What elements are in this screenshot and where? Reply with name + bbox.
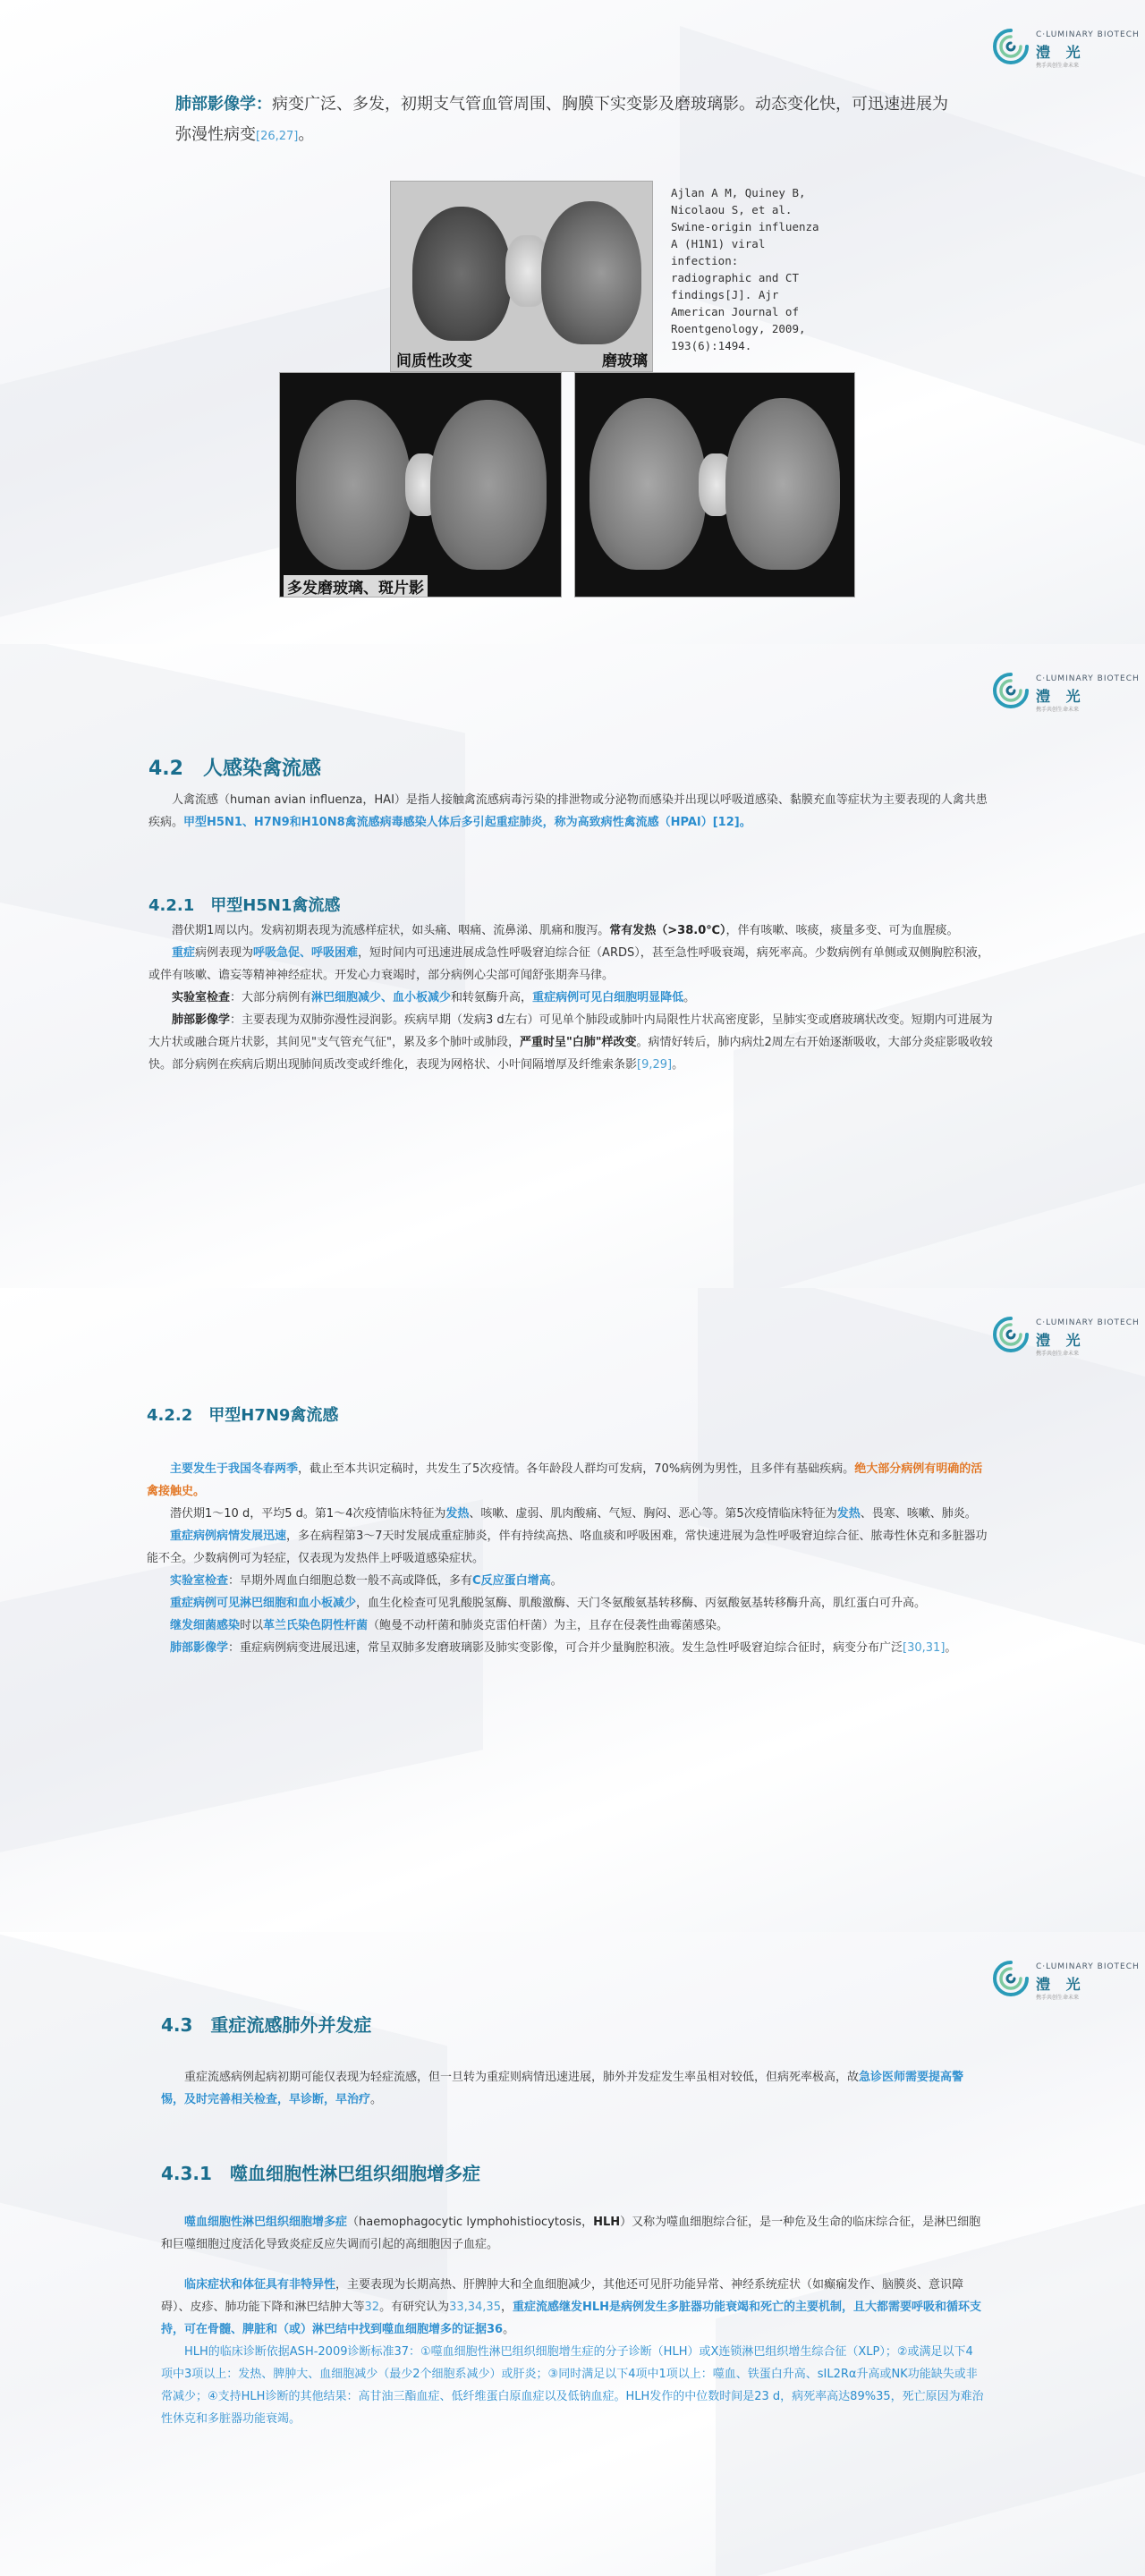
intro-text: 人禽流感（human avian influenza，HAI）是指人接触禽流感病毒污染的排泄物或分泌物而感染并出现以呼吸道感染、黏膜充血等症状为主要表现的人禽共患疾病。 bbox=[148, 793, 988, 829]
slide-avian-influenza bbox=[0, 644, 1145, 1288]
citation-line: Swine-origin influenza bbox=[671, 220, 819, 233]
section-heading-4-2: 4.2 人感染禽流感 bbox=[148, 758, 321, 780]
citation-line: A (H1N1) viral bbox=[671, 237, 766, 250]
logo-english-text: C·LUMINARY BIOTECH bbox=[1036, 1962, 1140, 1971]
citation-line: American Journal of bbox=[671, 305, 799, 318]
section-intro bbox=[161, 2066, 984, 2111]
lung-imaging-heading: 肺部影像学： bbox=[175, 95, 272, 114]
intro-highlight: 急诊医师需要提高警惕，及时完善相关检查，早诊断，早治疗 bbox=[161, 2071, 964, 2106]
para-text: ，血生化检查可见乳酸脱氢酶、肌酸激酶、天门冬氨酸氨基转移酶、丙氨酸氨基转移酶升高，肌红蛋白可升高。 bbox=[356, 1597, 927, 1610]
para-emphasis: 重症 bbox=[172, 946, 196, 960]
para-text: ：大部分病例有 bbox=[230, 991, 312, 1004]
company-logo bbox=[991, 1313, 1140, 1360]
figure-citation bbox=[671, 184, 850, 354]
para-text: （haemophagocytic lymphohistiocytosis， bbox=[347, 2216, 594, 2229]
subsection-heading-4-2-2: 4.2.2 甲型H7N9禽流感 bbox=[147, 1406, 339, 1425]
para-emphasis: 常有发热（>38.0℃） bbox=[609, 924, 726, 937]
para-text: 。 bbox=[503, 2323, 515, 2336]
para-text: ， bbox=[500, 2301, 513, 2314]
ct-scan-top bbox=[390, 181, 653, 372]
slide-h7n9 bbox=[0, 1288, 1145, 1932]
para-text: ：主要表现为双肺弥漫性浸润影。疾病早期（发病3 d左右）可见单个肺段或肺叶内局限性片状高密度影，呈肺实变或磨玻璃状改变。短期内可进展为大片状或融合斑片状影，其间见"支气管充气征"，累及多个肺叶或肺段， bbox=[148, 1013, 993, 1049]
intro-text: 。 bbox=[370, 2093, 383, 2106]
logo-tagline: 携手共创生命未来 bbox=[1036, 1995, 1080, 2001]
logo-tagline: 携手共创生命未来 bbox=[1036, 63, 1080, 69]
para-text: ，短时间内可迅速进展成急性呼吸窘迫综合征（ARDS），甚至急性呼吸衰竭，病死率高。少数病例有单侧或双侧胸腔积液，或伴有咳嗽、谵妄等精神神经症状。开发心力衰竭时，部分病例心尖部可闻舒张期奔马律。 bbox=[148, 946, 989, 982]
logo-chinese-text: 澧 光 bbox=[1036, 1976, 1086, 1993]
logo-swirl-icon bbox=[991, 1959, 1030, 1998]
h7n9-body bbox=[147, 1458, 988, 1659]
para-emphasis: 肺部影像学 bbox=[170, 1641, 229, 1655]
para-text: ：早期外周血白细胞总数一般不高或降低，多有 bbox=[228, 1574, 473, 1588]
para-emphasis: 严重时呈"白肺"样改变 bbox=[519, 1036, 637, 1049]
para-text: 。 bbox=[945, 1641, 957, 1655]
section-intro bbox=[148, 789, 993, 834]
hlh-diagnosis-criteria: HLH的临床诊断依据ASH-2009诊断标准37：①噬血细胞性淋巴组织细胞增生症的分子诊断（HLH）或X连锁淋巴组织增生综合征（XLP）；②或满足以下4项中3项以上：发热、脾肿大、血细胞减少（最少2个细胞系减少）或肝炎；③同时满足以下4项中1项以上：噬血、铁蛋白升高、sIL2Rα升高或NK功能缺失或非常减少；④支持HLH诊断的其他结果：高甘油三酯血症、低纤维蛋白原血症以及低钠血症。HLH发作的中位数时间是23 d，病死率高达89%35，死亡原因为难治性休克和多脏器功能衰竭。 bbox=[161, 2345, 984, 2426]
para-text: ，截止至本共识定稿时，共发生了5次疫情。各年龄段人群均可发病，70%病例为男性，且多伴有基础疾病。 bbox=[298, 1462, 855, 1476]
para-text: ，多在病程第3～7天时发展成重症肺炎，伴有持续高热、咯血痰和呼吸困难，常快速进展为急性呼吸窘迫综合征、脓毒性休克和多脏器功能不全。少数病例可为轻症，仅表现为发热伴上呼吸道感染症状。 bbox=[147, 1530, 988, 1565]
para-text: 时以 bbox=[240, 1619, 264, 1632]
slide-lung-imaging bbox=[0, 0, 1145, 644]
subsection-heading-4-2-1: 4.2.1 甲型H5N1禽流感 bbox=[148, 896, 341, 915]
citation-line: Nicolaou S, et al. bbox=[671, 203, 793, 216]
para-emphasis: 临床症状和体征具有非特异性 bbox=[184, 2278, 336, 2292]
para-emphasis: 重症病例病情发展迅速 bbox=[170, 1530, 287, 1543]
logo-chinese-text: 澧 光 bbox=[1036, 1332, 1086, 1349]
ct-label-multifocal: 多发磨玻璃、斑片影 bbox=[284, 575, 428, 597]
para-text: （鲍曼不动杆菌和肺炎克雷伯杆菌）为主，且存在侵袭性曲霉菌感染。 bbox=[368, 1619, 729, 1632]
citation-ref: [26,27] bbox=[256, 130, 299, 143]
citation-ref: 32 bbox=[364, 2301, 380, 2314]
logo-english-text: C·LUMINARY BIOTECH bbox=[1036, 1318, 1140, 1327]
section-heading-4-3: 4.3 重症流感肺外并发症 bbox=[161, 2014, 372, 2036]
company-logo bbox=[991, 1957, 1140, 2004]
logo-swirl-icon bbox=[991, 671, 1030, 710]
para-emphasis: 发热 bbox=[836, 1507, 861, 1521]
h5n1-body bbox=[148, 919, 993, 1076]
text-tail: 。 bbox=[298, 125, 315, 144]
para-text: 。有研究认为 bbox=[379, 2301, 450, 2314]
logo-swirl-icon bbox=[991, 27, 1030, 66]
para-text: 。 bbox=[683, 991, 696, 1004]
para-emphasis: 发热 bbox=[445, 1507, 470, 1521]
para-text: 和转氨酶升高， bbox=[451, 991, 533, 1004]
para-emphasis: 噬血细胞性淋巴组织细胞增多症 bbox=[184, 2216, 348, 2229]
para-emphasis: HLH bbox=[593, 2216, 621, 2229]
para-emphasis: 革兰氏染色阴性杆菌 bbox=[263, 1619, 369, 1632]
para-text: ，主要表现为长期高热、肝脾肿大和全血细胞减少，其他还可见肝功能异常、神经系统症状（如癫痫发作、脑膜炎、意识障碍）、皮疹、肺功能下降和淋巴结肿大等 bbox=[161, 2278, 964, 2314]
slide-extrapulmonary bbox=[0, 1932, 1145, 2576]
logo-english-text: C·LUMINARY BIOTECH bbox=[1036, 30, 1140, 39]
para-emphasis: 重症病例可见白细胞明显降低 bbox=[532, 991, 684, 1004]
ct-label-ground-glass: 磨玻璃 bbox=[602, 352, 648, 370]
para-text: 。 bbox=[550, 1574, 563, 1588]
lung-imaging-text: 病变广泛、多发，初期支气管血管周围、胸膜下实变影及磨玻璃影。动态变化快，可迅速进展为弥漫性病变 bbox=[175, 95, 948, 144]
para-text: ，伴有咳嗽、咳痰，痰量多变、可为血腥痰。 bbox=[725, 924, 959, 937]
subsection-heading-4-3-1: 4.3.1 噬血细胞性淋巴组织细胞增多症 bbox=[161, 2163, 480, 2184]
spacer bbox=[161, 2256, 984, 2274]
intro-text: 重症流感病例起病初期可能仅表现为轻症流感，但一旦转为重症则病情迅速进展，肺外并发症发生率虽相对较低，但病死率极高，故 bbox=[184, 2071, 860, 2084]
para-text: 。 bbox=[672, 1058, 684, 1072]
para-text: 。病情好转后，肺内病灶2周左右开始逐渐吸收，大部分炎症影吸收较快。部分病例在疾病后期出现肺间质改变或纤维化，表现为网格状、小叶间隔增厚及纤维索条影 bbox=[148, 1036, 993, 1072]
ct-label-interstitial: 间质性改变 bbox=[396, 352, 472, 370]
para-emphasis: 主要发生于我国冬春两季 bbox=[170, 1462, 299, 1476]
para-emphasis: C反应蛋白增高 bbox=[472, 1574, 551, 1588]
company-logo bbox=[991, 25, 1140, 72]
para-text: 潜伏期1周以内。发病初期表现为流感样症状，如头痛、咽痛、流鼻涕、肌痛和腹泻。 bbox=[172, 924, 610, 937]
para-text: 、咳嗽、虚弱、肌肉酸痛、气短、胸闷、恶心等。第5次疫情临床特征为 bbox=[469, 1507, 837, 1521]
ct-scan-bottom-left bbox=[279, 372, 562, 597]
logo-english-text: C·LUMINARY BIOTECH bbox=[1036, 674, 1140, 683]
citation-line: findings[J]. Ajr bbox=[671, 288, 779, 301]
logo-chinese-text: 澧 光 bbox=[1036, 688, 1086, 705]
para-emphasis: 肺部影像学 bbox=[172, 1013, 231, 1027]
citation-line: Ajlan A M, Quiney B, bbox=[671, 186, 806, 199]
ct-scan-bottom-right bbox=[574, 372, 855, 597]
logo-tagline: 携手共创生命未来 bbox=[1036, 707, 1080, 713]
logo-tagline: 携手共创生命未来 bbox=[1036, 1351, 1080, 1357]
para-text: ）又称为噬血细胞综合征，是一种危及生命的临床综合征，是淋巴细胞和巨噬细胞过度活化导致炎症反应失调而引起的高细胞因子血症。 bbox=[161, 2216, 981, 2251]
para-emphasis: 呼吸急促、呼吸困难 bbox=[253, 946, 359, 960]
intro-highlight: 甲型H5N1、H7N9和H10N8禽流感病毒感染人体后多引起重症肺炎，称为高致病性禽流感（HPAI）[12]。 bbox=[183, 816, 751, 829]
para-text: ：重症病例病变进展迅速，常呈双肺多发磨玻璃影及肺实变影像，可合并少量胸腔积液。发生急性呼吸窘迫综合征时，病变分布广泛 bbox=[228, 1641, 903, 1655]
para-emphasis: 淋巴细胞减少、血小板减少 bbox=[311, 991, 452, 1004]
para-emphasis: 实验室检查 bbox=[172, 991, 231, 1004]
citation-line: radiographic and CT bbox=[671, 271, 799, 284]
para-emphasis: 实验室检查 bbox=[170, 1574, 229, 1588]
para-text: 、畏寒、咳嗽、肺炎。 bbox=[860, 1507, 977, 1521]
para-warning: 绝大部分病例有明确的活禽接触史。 bbox=[147, 1462, 983, 1498]
para-emphasis: 重症病例可见淋巴细胞和血小板减少 bbox=[170, 1597, 357, 1610]
para-emphasis: 重症流感继发HLH是病例发生多脏器功能衰竭和死亡的主要机制，且大都需要呼吸和循环支持，可在骨髓、脾脏和（或）淋巴结中找到噬血细胞增多的证据36 bbox=[161, 2301, 982, 2336]
citation-ref: [30,31] bbox=[903, 1641, 946, 1655]
lung-imaging-paragraph bbox=[175, 89, 963, 152]
citation-line: Roentgenology, 2009, bbox=[671, 322, 806, 335]
citation-line: 193(6):1494. bbox=[671, 339, 752, 352]
hlh-body bbox=[161, 2211, 984, 2430]
para-text: 潜伏期1～10 d，平均5 d。第1～4次疫情临床特征为 bbox=[170, 1507, 446, 1521]
logo-chinese-text: 澧 光 bbox=[1036, 44, 1086, 61]
para-emphasis: 继发细菌感染 bbox=[170, 1619, 241, 1632]
citation-ref: [9,29] bbox=[637, 1058, 673, 1072]
company-logo bbox=[991, 669, 1140, 716]
citation-ref: 33,34,35 bbox=[449, 2301, 501, 2314]
logo-swirl-icon bbox=[991, 1315, 1030, 1354]
para-text: 病例表现为 bbox=[195, 946, 254, 960]
citation-line: infection: bbox=[671, 254, 739, 267]
